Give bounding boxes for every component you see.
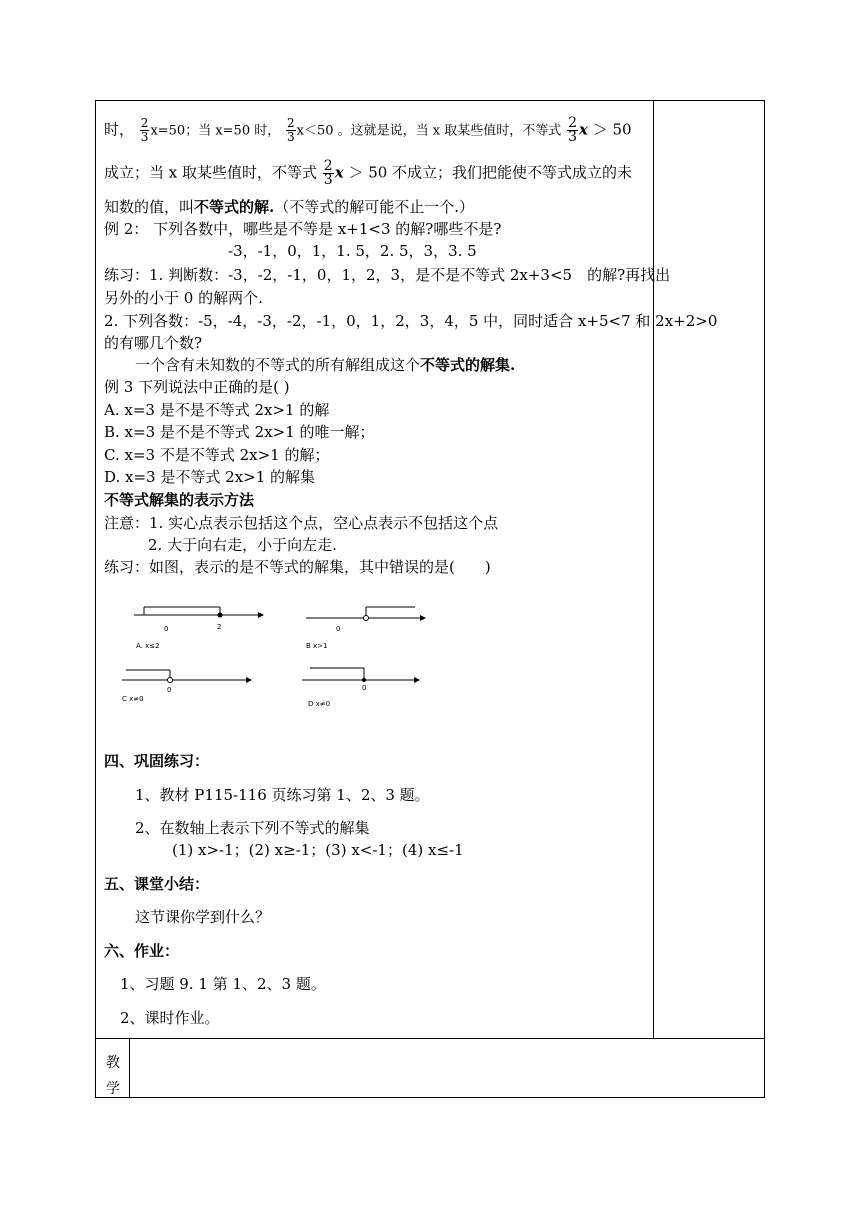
fraction [140,117,150,144]
section-5-item: 这节课你学到什么？ [135,908,271,926]
text-line-18: 2. 大于向右走，小于向左走. [148,536,337,554]
section-6-title: 六、作业： [104,942,180,960]
section-6-item-2: 2、课时作业。 [120,1009,220,1027]
text-line-6: 练习：1. 判断数：-3，-2，-1，0，1，2，3，是不是不等式 2x+3<5 的解?再找出 [104,266,671,284]
tick-label: 0 [167,686,172,694]
denominator: 3 [323,172,333,188]
text-line-2 [104,160,632,187]
fraction [286,117,296,144]
option-label: D x≠0 [308,700,331,708]
tick-label: 0 [336,625,341,633]
section-6-item-1: 1、习题 9. 1 第 1、2、3 题。 [120,975,326,993]
denominator: 3 [287,130,295,144]
numerator: 2 [568,115,577,131]
text-line-5: -3，-1，0，1，1. 5，2. 5，3，3. 5 [228,242,477,260]
tick-label: 0 [164,625,169,633]
denominator: 3 [568,129,577,145]
text-line-15: D. x=3 是不等式 2x>1 的解集 [104,468,316,486]
section-5-title: 五、课堂小结： [104,875,210,893]
text: 一个含有未知数的不等式的所有解组成这个 [135,356,421,374]
text-line-13: B. x=3 是不是不等式 2x>1 的唯一解； [104,423,375,441]
text-line-12: A. x=3 是不是不等式 2x>1 的解 [104,401,330,419]
text-line-8: 2. 下列各数：-5，-4，-3，-2，-1，0，1，2，3，4，5 中，同时适合 x+5<7 和 2x+2>0 [104,312,718,330]
teaching-label-char: 学 [106,1081,120,1097]
number-line-c [122,670,252,703]
section-heading: 不等式解集的表示方法 [104,491,255,509]
right-column-divider [653,100,654,1038]
text: ＞ 50 不成立；我们把能使不等式成立的未 [348,163,633,182]
text-line-4: 例 2： 下列各数中，哪些是不等是 x+1<3 的解?哪些不是? [104,220,502,238]
text-line-10 [135,354,515,376]
row-divider [95,1038,765,1039]
text: 成立；当 x 取某些值时，不等式 [104,163,317,182]
text: ＞ 50 [592,120,632,139]
text: x＜50 。这就是说，当 x 取某些值时，不等式 [296,123,562,139]
section-4-item-2: 2、在数轴上表示下列不等式的解集 [135,819,370,837]
math-variable: x [334,163,344,182]
tick-label: 2 [217,623,222,631]
text: x=50；当 x=50 时， [150,123,281,139]
math-variable: x [578,120,588,139]
text-line-9: 的有哪几个数? [104,334,203,352]
text: 时， [104,120,135,139]
section-4-item-1: 1、教材 P115-116 页练习第 1、2、3 题。 [135,786,430,804]
teaching-label [98,1050,128,1102]
option-label: A. x≤2 [136,642,160,650]
numerator: 2 [287,116,295,130]
teaching-label-char: 教 [106,1055,120,1071]
text-line-14: C. x=3 不是不等式 2x>1 的解； [104,446,330,464]
fraction [567,117,578,144]
term-definition: 不等式的解. [194,198,275,216]
text-line-11: 例 3 下列说法中正确的是( ) [104,378,290,396]
option-label: C x≠0 [122,695,144,703]
text-line-3 [104,196,474,218]
number-line-d [302,668,420,708]
footer-column-divider [129,1038,130,1098]
option-label: B x>1 [306,642,328,650]
number-line-a [134,607,264,650]
text: 知数的值，叫 [104,198,195,216]
text-line-19: 练习：如图，表示的是不等式的解集，其中错误的是( ) [104,558,491,576]
denominator: 3 [140,130,149,144]
term-definition: 不等式的解集. [420,356,516,374]
text: （不等式的解可能不止一个.） [274,198,475,216]
text-line-1 [104,117,632,144]
text-line-17: 注意：1. 实心点表示包括这个点，空心点表示不包括这个点 [104,514,499,532]
section-4-title: 四、巩固练习： [104,752,210,770]
text-line-7: 另外的小于 0 的解两个. [104,289,263,307]
numerator: 2 [140,116,149,130]
numerator: 2 [323,158,333,174]
number-line-b [306,607,426,650]
section-4-item-2-detail: (1) x>-1；(2) x≥-1；(3) x<-1；(4) x≤-1 [172,841,464,859]
fraction [323,160,334,187]
number-line-figure [110,598,440,716]
tick-label: 0 [362,684,367,692]
